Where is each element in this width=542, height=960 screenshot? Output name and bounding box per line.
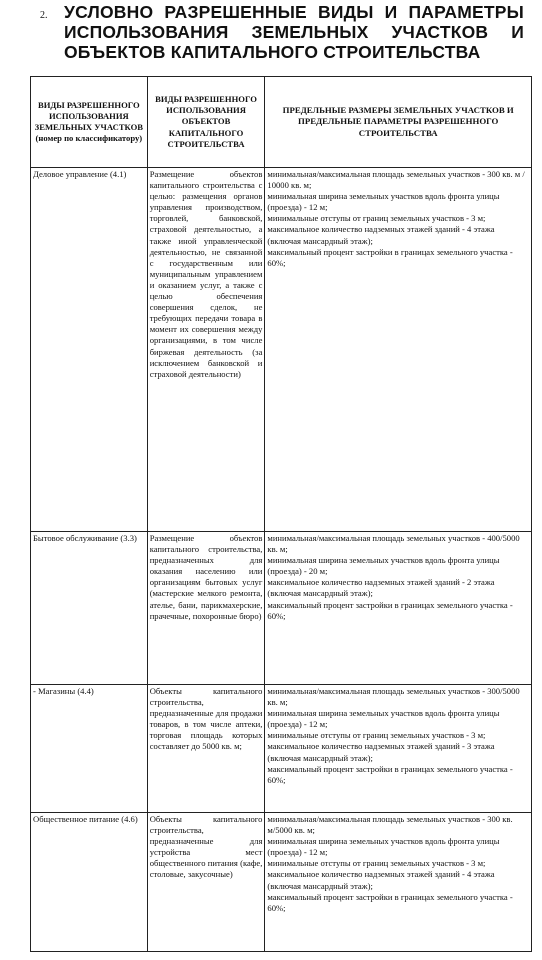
table-row xyxy=(31,168,532,532)
cell-use: - Магазины (4.4) xyxy=(31,685,148,813)
cell-purpose: Размещение объектов капитального строительства с целью: размещения органов управления производством, торговлей, банковской, страховой деятельностью, а также иной управленческой деятельностью, не связанной с государственным или муниципальным управлением и оказанием услуг, а также с целью обеспечения совершения сделок, не требующих передачи товара в момент их совершения между организациями, в том числе биржевая деятельность (за исключением банковской и страховой деятельности) xyxy=(147,168,265,532)
cell-purpose: Размещение объектов капитального строительства, предназначенных для оказания населению или организациям бытовых услуг (мастерские мелкого ремонта, ателье, бани, парикмахерские, прачечные, похоронные бюро) xyxy=(147,532,265,685)
cell-purpose: Объекты капитального строительства, предназначенные для устройства мест общественного питания (кафе, столовые, закусочные) xyxy=(147,813,265,952)
cell-limits xyxy=(265,168,532,532)
limit-line: минимальная/максимальная площадь земельных участков - 300/5000 кв. м; xyxy=(267,686,520,708)
cell-purpose: Объекты капитального строительства, предназначенные для продажи товаров, в том числе аптеки, торговая площадь которых составляет до 5000 кв. м; xyxy=(147,685,265,813)
limit-line: максимальное количество надземных этажей зданий - 3 этажа (включая мансардный этаж); xyxy=(267,741,495,763)
limit-line: максимальный процент застройки в границах земельного участка - 60%; xyxy=(267,599,513,621)
header-building-use: ВИДЫ РАЗРЕШЕННОГО ИСПОЛЬЗОВАНИЯ ОБЪЕКТОВ КАПИТАЛЬНОГО СТРОИТЕЛЬСТВА xyxy=(147,77,265,168)
limit-line: минимальная/максимальная площадь земельных участков - 300 кв. м / 10000 кв. м; xyxy=(267,169,525,191)
limit-line: максимальное количество надземных этажей зданий - 4 этажа (включая мансардный этаж); xyxy=(267,869,495,891)
header-limits: ПРЕДЕЛЬНЫЕ РАЗМЕРЫ ЗЕМЕЛЬНЫХ УЧАСТКОВ И ПРЕДЕЛЬНЫЕ ПАРАМЕТРЫ РАЗРЕШЕННОГО СТРОИТЕЛЬСТВА xyxy=(265,77,532,168)
table-header-row xyxy=(31,77,532,168)
limit-line: максимальный процент застройки в границах земельного участка - 60%; xyxy=(267,763,513,785)
limit-line: минимальная ширина земельных участков вдоль фронта улицы (проезда) - 12 м; xyxy=(267,836,500,858)
limit-line: минимальная/максимальная площадь земельных участков - 400/5000 кв. м; xyxy=(267,533,520,555)
table-row xyxy=(31,532,532,685)
limit-line: максимальное количество надземных этажей зданий - 4 этажа (включая мансардный этаж); xyxy=(267,224,495,246)
cell-use: Общественное питание (4.6) xyxy=(31,813,148,952)
header-land-use: ВИДЫ РАЗРЕШЕННОГО ИСПОЛЬЗОВАНИЯ ЗЕМЕЛЬНЫХ УЧАСТКОВ (номер по классификатору) xyxy=(31,77,148,168)
limit-line: минимальные отступы от границ земельных участков - 3 м; xyxy=(267,858,486,869)
cell-use: Бытовое обслуживание (3.3) xyxy=(31,532,148,685)
section-title: УСЛОВНО РАЗРЕШЕННЫЕ ВИДЫ И ПАРАМЕТРЫ ИСПОЛЬЗОВАНИЯ ЗЕМЕЛЬНЫХ УЧАСТКОВ И ОБЪЕКТОВ КАПИТАЛЬНОГО СТРОИТЕЛЬСТВА xyxy=(64,2,524,62)
table-row xyxy=(31,685,532,813)
regulations-table xyxy=(30,76,532,952)
limit-line: минимальная ширина земельных участков вдоль фронта улицы (проезда) - 20 м; xyxy=(267,555,500,577)
limit-line: минимальная/максимальная площадь земельных участков - 300 кв. м/5000 кв. м; xyxy=(267,814,513,836)
limit-line: максимальный процент застройки в границах земельного участка - 60%; xyxy=(267,246,513,268)
section-number: 2. xyxy=(40,10,48,21)
limit-line: минимальные отступы от границ земельных участков - 3 м; xyxy=(267,213,486,224)
section-heading xyxy=(30,2,524,62)
limit-line: минимальная ширина земельных участков вдоль фронта улицы (проезда) - 12 м; xyxy=(267,191,500,213)
table-row xyxy=(31,813,532,952)
limit-line: минимальная ширина земельных участков вдоль фронта улицы (проезда) - 12 м; xyxy=(267,708,500,730)
limit-line: минимальные отступы от границ земельных участков - 3 м; xyxy=(267,730,486,741)
cell-limits xyxy=(265,532,532,685)
cell-limits xyxy=(265,685,532,813)
limit-line: максимальный процент застройки в границах земельного участка - 60%; xyxy=(267,891,513,913)
cell-use: Деловое управление (4.1) xyxy=(31,168,148,532)
cell-limits xyxy=(265,813,532,952)
limit-line: максимальное количество надземных этажей зданий - 2 этажа (включая мансардный этаж); xyxy=(267,577,495,599)
